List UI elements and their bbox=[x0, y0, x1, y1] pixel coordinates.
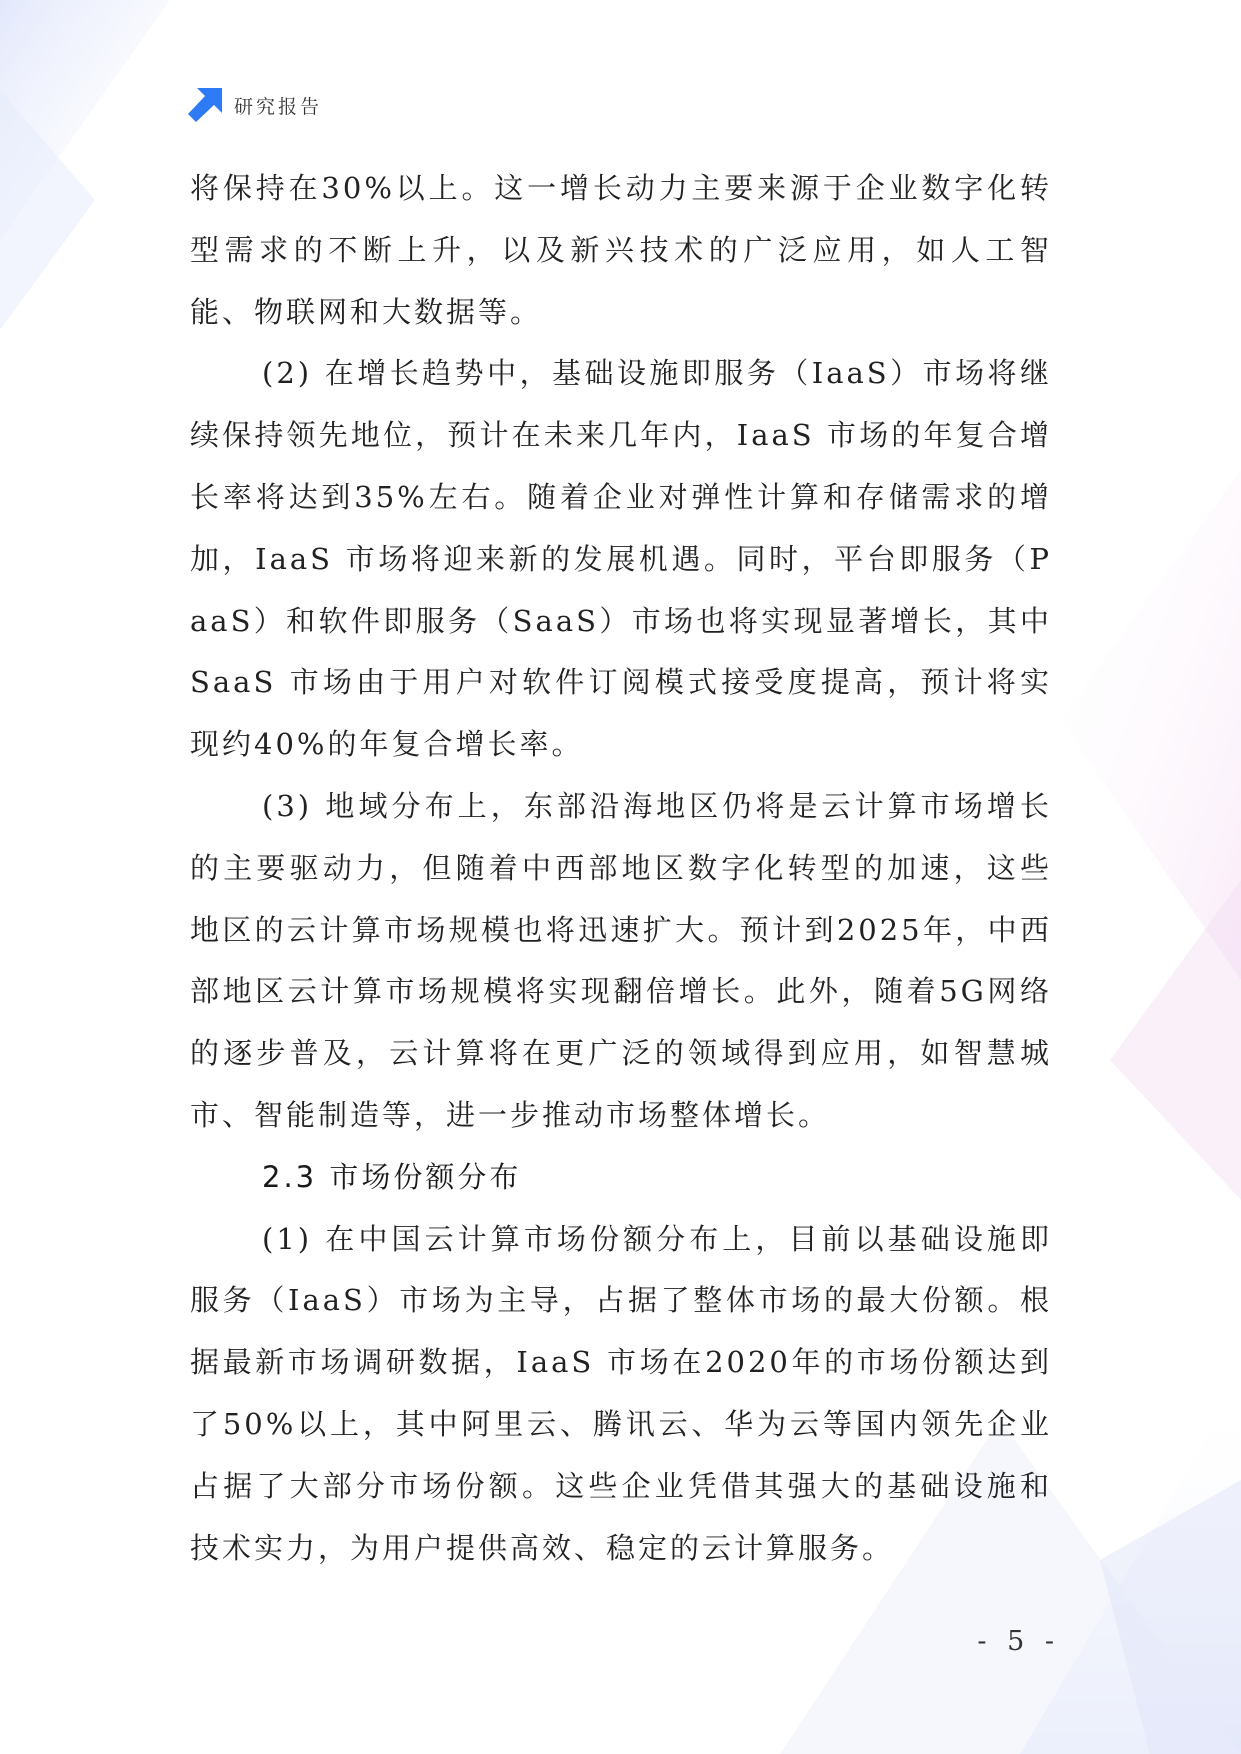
report-body bbox=[190, 158, 1052, 1579]
arrow-up-right-icon bbox=[188, 88, 222, 122]
header-title: 研究报告 bbox=[234, 95, 323, 118]
report-header bbox=[188, 88, 322, 122]
paragraph: (2) 在增长趋势中，基础设施即服务（IaaS）市场将继续保持领先地位，预计在未来几年内，IaaS 市场的年复合增长率将达到35%左右。随着企业对弹性计算和存储需求的增加，IaaS 市场将迎来新的发展机遇。同时，平台即服务（PaaS）和软件即服务（SaaS）市场也将实现显著增长，其中 SaaS 市场由于用户对软件订阅模式接受度提高，预计将实现约40%的年复合增长率。 bbox=[190, 356, 1052, 762]
paragraph: (1) 在中国云计算市场份额分布上，目前以基础设施即服务（IaaS）市场为主导，占据了整体市场的最大份额。根据最新市场调研数据，IaaS 市场在2020年的市场份额达到了50%以上，其中阿里云、腾讯云、华为云等国内领先企业占据了大部分市场份额。这些企业凭借其强大的基础设施和技术实力，为用户提供高效、稳定的云计算服务。 bbox=[190, 1221, 1052, 1565]
paragraph: 将保持在30%以上。这一增长动力主要来源于企业数字化转型需求的不断上升，以及新兴技术的广泛应用，如人工智能、物联网和大数据等。 bbox=[190, 171, 1052, 329]
section-heading: 2.3 市场份额分布 bbox=[262, 1159, 522, 1194]
page-number: - 5 - bbox=[977, 1626, 1060, 1657]
paragraph: (3) 地域分布上，东部沿海地区仍将是云计算市场增长的主要驱动力，但随着中西部地区数字化转型的加速，这些地区的云计算市场规模也将迅速扩大。预计到2025年，中西部地区云计算市场规模将实现翻倍增长。此外，随着5G网络的逐步普及，云计算将在更广泛的领域得到应用，如智慧城市、智能制造等，进一步推动市场整体增长。 bbox=[190, 788, 1052, 1132]
